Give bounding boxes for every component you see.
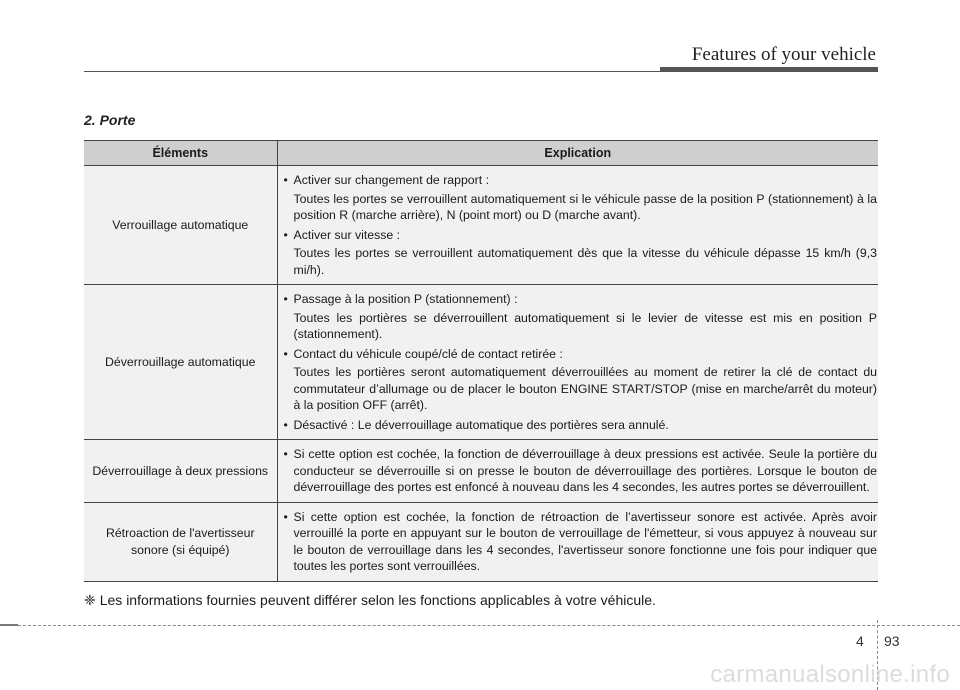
- table-row: [84, 285, 878, 440]
- detail-text: Toutes les portes se verrouillent automatiquement si le véhicule passe de la position P (stationnement) à la position R (marche arrière), N (point mort) ou D (marche avant).: [293, 191, 877, 222]
- explanation-cell: [277, 166, 878, 285]
- footnote-mark-icon: ❈: [84, 592, 96, 608]
- bullet-text: • Si cette option est cochée, la fonction de déverrouillage à deux pressions est activée. Seule la portière du conducteur se déverrouille si on presse le bouton de déverrouillage des portières. Lorsque le bouton de déverrouillage des portes est enfoncé à nouveau dans les 4 secondes, les autres portes se déverrouillent.: [284, 446, 878, 496]
- footer-rule-thick: [0, 624, 18, 626]
- explanation-cell: [277, 502, 878, 581]
- element-cell: Rétroaction de l'avertisseur sonore (si équipé): [84, 502, 277, 581]
- bullet-text: • Activer sur changement de rapport :: [284, 172, 878, 189]
- detail-text: Toutes les portières seront automatiquement déverrouillées au moment de retirer la clé de contact du commutateur d’allumage ou de placer le bouton ENGINE START/STOP (mise en marche/arrêt du moteur) à la position OFF (arrêt).: [293, 365, 877, 412]
- chapter-number: 4: [856, 633, 864, 649]
- page-number: 93: [884, 633, 900, 649]
- list-item: [284, 291, 878, 343]
- header-rule-thick: [660, 67, 878, 72]
- bullet-text: • Désactivé : Le déverrouillage automatique des portières sera annulé.: [284, 417, 878, 434]
- footnote-text: Les informations fournies peuvent différer selon les fonctions applicables à votre véhicule.: [99, 592, 656, 608]
- element-cell: Déverrouillage à deux pressions: [84, 440, 277, 503]
- explanation-list: [284, 446, 878, 496]
- explanation-cell: [277, 285, 878, 440]
- column-header-elements: Éléments: [84, 141, 277, 166]
- bullet-text: • Passage à la position P (stationnement) :: [284, 291, 878, 308]
- bullet-text: • Activer sur vitesse :: [284, 227, 878, 244]
- list-item: [284, 509, 878, 575]
- explanation-cell: [277, 440, 878, 503]
- header-rule-thin: [84, 71, 660, 72]
- bullet-text: • Si cette option est cochée, la fonction de rétroaction de l’avertisseur sonore est activée. Après avoir verrouillé la porte en appuyant sur le bouton de verrouillage de l'émetteur, si vous appuyez à nouveau sur le bouton de verrouillage dans les 4 secondes, l'avertisseur sonore fonctionne une fois pour indiquer que toutes les portes sont verrouillées.: [284, 509, 878, 575]
- element-cell: Déverrouillage automatique: [84, 285, 277, 440]
- detail-text: Toutes les portières se déverrouillent automatiquement si le levier de vitesse est mis en position P (stationnement).: [293, 310, 877, 341]
- table-body: [84, 166, 878, 582]
- door-settings-table: [84, 140, 878, 582]
- page-header-title: Features of your vehicle: [691, 44, 876, 65]
- detail-text: Toutes les portes se verrouillent automatiquement dès que la vitesse du véhicule dépasse 15 km/h (9,3 mi/h).: [293, 246, 877, 277]
- list-item: [284, 417, 878, 434]
- bullet-text: • Contact du véhicule coupé/clé de contact retirée :: [284, 346, 878, 363]
- list-item: [284, 227, 878, 279]
- explanation-list: [284, 291, 878, 433]
- table-header-row: [84, 141, 878, 166]
- list-item: [284, 172, 878, 224]
- explanation-list: [284, 509, 878, 575]
- table-row: [84, 440, 878, 503]
- footnote: [84, 592, 656, 609]
- table-row: [84, 502, 878, 581]
- explanation-list: [284, 172, 878, 278]
- column-header-explanation: Explication: [277, 141, 878, 166]
- table-row: [84, 166, 878, 285]
- footer-rule-dashed: [18, 625, 960, 626]
- list-item: [284, 446, 878, 496]
- element-cell: Verrouillage automatique: [84, 166, 277, 285]
- watermark: carmanualsonline.info: [710, 661, 950, 688]
- section-title: 2. Porte: [84, 112, 136, 128]
- list-item: [284, 346, 878, 414]
